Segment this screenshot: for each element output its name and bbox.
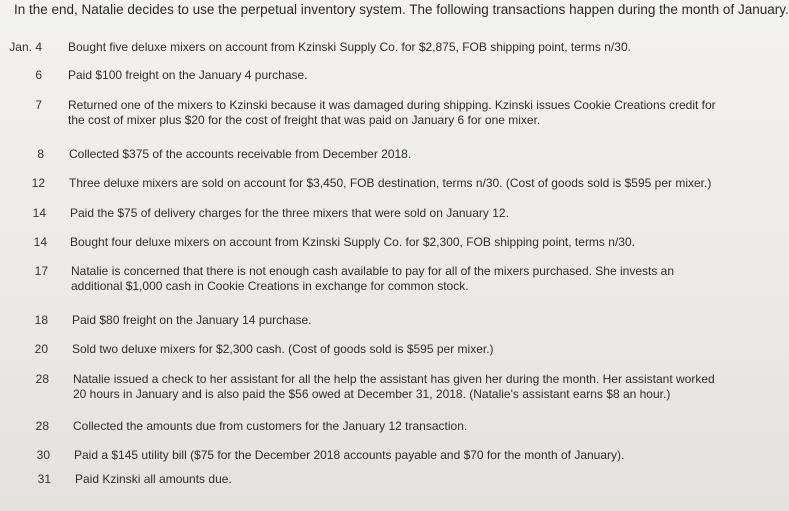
transaction-description <box>75 472 232 487</box>
transaction-date: 31 <box>37 472 51 486</box>
transaction-date: 7 <box>35 98 42 112</box>
transaction-description <box>68 40 631 55</box>
description-line: Paid $80 freight on the January 14 purchase. <box>72 313 312 327</box>
description-line: Three deluxe mixers are sold on account for $3,450, FOB destination, terms n/30. (Cost of goods sold is $595 per mixer.) <box>69 176 712 190</box>
transaction-description <box>72 313 312 328</box>
transaction-date: 28 <box>35 419 49 433</box>
description-line: Paid the $75 of delivery charges for the three mixers that were sold on January 12. <box>70 206 509 220</box>
description-line: Bought four deluxe mixers on account from Kzinski Supply Co. for $2,300, FOB shipping point, terms n/30. <box>70 235 635 249</box>
transaction-date: 18 <box>34 313 48 327</box>
transaction-description <box>74 448 624 463</box>
description-line: Returned one of the mixers to Kzinski because it was damaged during shipping. Kzinski issues Cookie Creations credit for <box>68 98 716 112</box>
transaction-date: 30 <box>36 448 50 462</box>
intro-text: In the end, Natalie decides to use the perpetual inventory system. The following transactions happen during the month of January. <box>14 2 789 17</box>
description-line: the cost of mixer plus $20 for the cost of freight that was paid on January 6 for one mixer. <box>68 113 541 127</box>
transaction-description <box>73 372 715 402</box>
description-line: Paid a $145 utility bill ($75 for the December 2018 accounts payable and $70 for the month of January). <box>74 448 625 462</box>
transaction-date: 28 <box>35 372 49 386</box>
transaction-description <box>68 98 716 128</box>
description-line: Bought five deluxe mixers on account from Kzinski Supply Co. for $2,875, FOB shipping point, terms n/30. <box>68 40 631 54</box>
description-line: Natalie is concerned that there is not enough cash available to pay for all of the mixers purchased. She invests an <box>71 264 675 278</box>
description-line: Paid $100 freight on the January 4 purchase. <box>68 68 308 82</box>
transaction-description <box>69 176 711 191</box>
transaction-description <box>68 68 308 83</box>
transaction-description <box>72 342 494 357</box>
transaction-description <box>71 264 674 294</box>
transaction-date: 14 <box>33 235 47 249</box>
description-line: Collected $375 of the accounts receivable from December 2018. <box>69 147 412 161</box>
transaction-date: Jan. 4 <box>9 40 42 54</box>
description-line: Paid Kzinski all amounts due. <box>75 472 232 486</box>
transaction-description <box>70 206 509 221</box>
description-line: additional $1,000 cash in Cookie Creations in exchange for common stock. <box>71 279 469 293</box>
description-line: Natalie issued a check to her assistant for all the help the assistant has given her during the month. Her assistant worked <box>73 372 715 386</box>
transaction-description <box>73 419 467 434</box>
transaction-date: 12 <box>31 176 45 190</box>
description-line: 20 hours in January and is also paid the $56 owed at December 31, 2018. (Natalie's assistant earns $8 an hour.) <box>73 387 671 401</box>
transaction-description <box>70 235 635 250</box>
description-line: Collected the amounts due from customers for the January 12 transaction. <box>73 419 468 433</box>
transaction-date: 20 <box>34 342 48 356</box>
description-line: Sold two deluxe mixers for $2,300 cash. (Cost of goods sold is $595 per mixer.) <box>72 342 494 356</box>
transaction-date: 17 <box>34 264 48 278</box>
transaction-description <box>69 147 411 162</box>
transaction-date: 6 <box>35 68 42 82</box>
transaction-date: 8 <box>37 147 44 161</box>
transaction-date: 14 <box>32 206 46 220</box>
